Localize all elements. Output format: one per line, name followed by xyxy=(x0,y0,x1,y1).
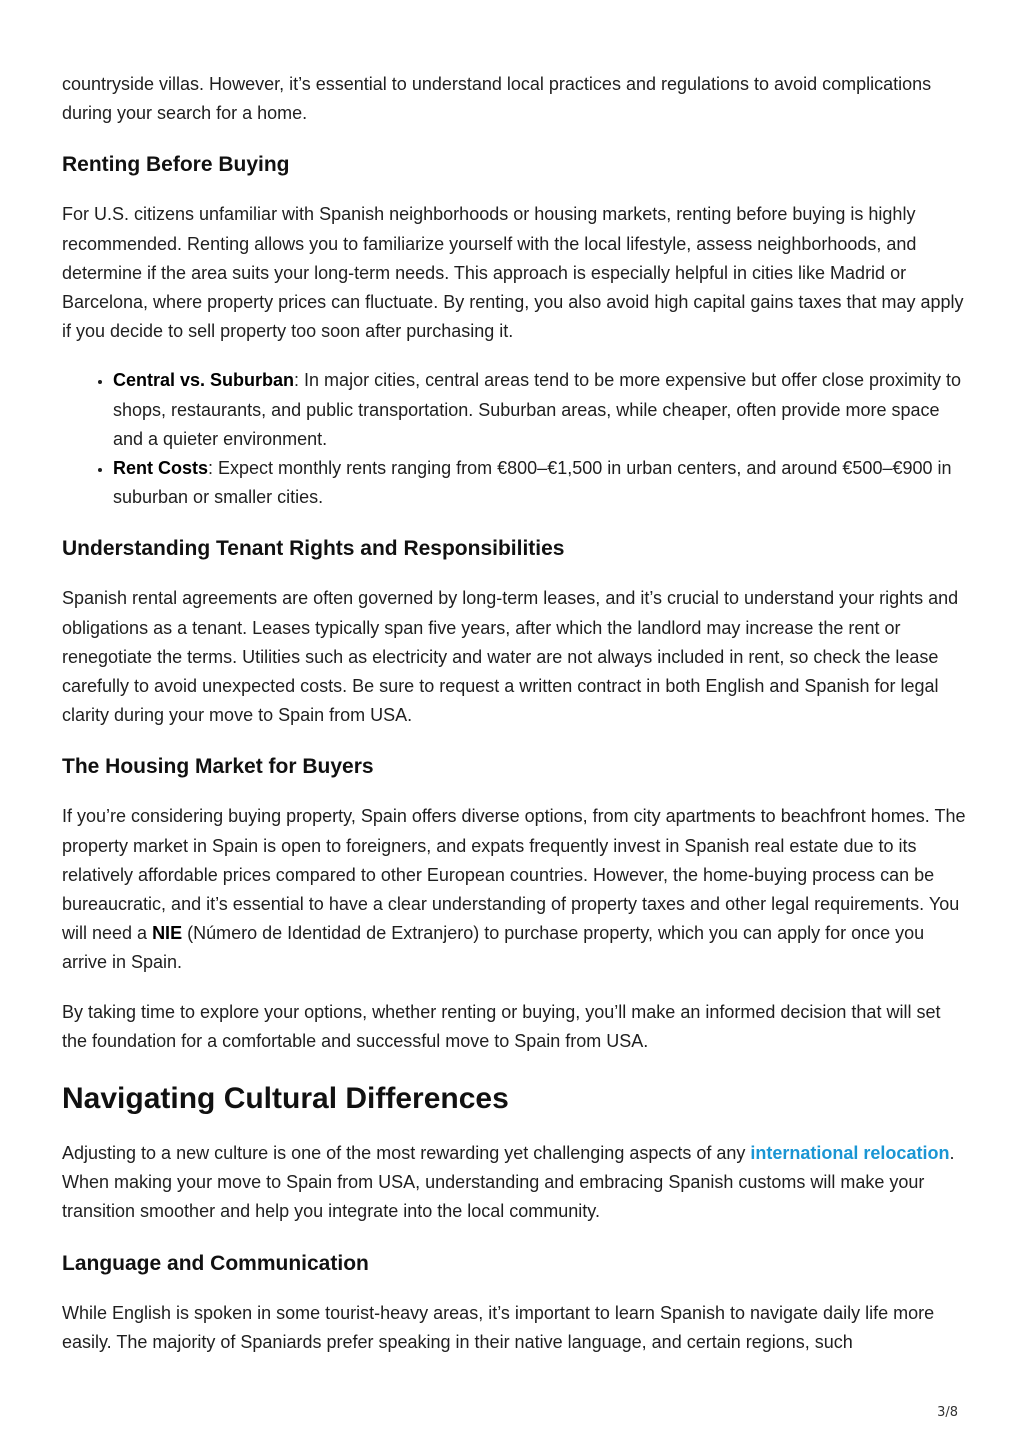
buyers-text-before: If you’re considering buying property, Spain offers diverse options, from city apartments to beachfront homes. The property market in Spain is open to foreigners, and expats frequently invest in Spanish real estate due to its relatively affordable prices compared to other European countries. However, the home-buying process can be bureaucratic, and it’s essential to have a clear understanding of property taxes and other legal requirements. You will need a xyxy=(62,806,966,944)
intro-tail-paragraph: countryside villas. However, it’s essential to understand local practices and regulations to avoid complications during your search for a home. xyxy=(62,74,932,124)
page-number: 3/8 xyxy=(937,1405,958,1420)
cultural-paragraph xyxy=(62,1139,967,1227)
buyers-paragraph xyxy=(62,802,967,977)
international-relocation-link[interactable]: international relocation xyxy=(750,1143,950,1164)
tenant-paragraph: Spanish rental agreements are often governed by long-term leases, and it’s crucial to understand your rights and obligations as a tenant. Leases typically span five years, after which the landlord may increase the rent or renegotiate the terms. Utilities such as electricity and water are not always included in rent, so check the lease carefully to avoid unexpected costs. Be sure to request a written contract in both English and Spanish for legal clarity during your move to Spain from USA. xyxy=(62,588,959,726)
bullet-text: : In major cities, central areas tend to be more expensive but offer close proximity to shops, restaurants, and public transportation. Suburban areas, while cheaper, often provide more space and a quieter environment. xyxy=(113,370,962,449)
bullet-term: Central vs. Suburban xyxy=(113,370,295,391)
tenant-heading: Understanding Tenant Rights and Responsibilities xyxy=(62,537,565,561)
bullet-text: : Expect monthly rents ranging from €800–€1,500 in urban centers, and around €500–€900 in suburban or smaller cities. xyxy=(113,458,952,508)
buyers-closing-paragraph: By taking time to explore your options, whether renting or buying, you’ll make an informed decision that will set the foundation for a comfortable and successful move to Spain from USA. xyxy=(62,1001,941,1051)
cultural-text-before: Adjusting to a new culture is one of the most rewarding yet challenging aspects of any xyxy=(62,1143,751,1164)
cultural-text-after: . When making your move to Spain from USA, understanding and embracing Spanish customs will make your transition smoother and help you integrate into the local community. xyxy=(62,1143,955,1222)
bullet-term: Rent Costs xyxy=(113,458,209,479)
renting-bullet-list xyxy=(62,366,967,512)
renting-paragraph: For U.S. citizens unfamiliar with Spanish neighborhoods or housing markets, renting before buying is highly recommended. Renting allows you to familiarize yourself with the local lifestyle, assess neighborhoods, and determine if the area suits your long-term needs. This approach is especially helpful in cities like Madrid or Barcelona, where property prices can fluctuate. By renting, you also avoid high capital gains taxes that may apply if you decide to sell property too soon after purchasing it. xyxy=(62,204,964,342)
language-heading: Language and Communication xyxy=(62,1251,369,1275)
cultural-heading: Navigating Cultural Differences xyxy=(62,1082,509,1116)
buyers-text-after: (Número de Identidad de Extranjero) to purchase property, which you can apply for once you arrive in Spain. xyxy=(62,923,925,973)
buyers-heading: The Housing Market for Buyers xyxy=(62,755,374,779)
nie-term: NIE xyxy=(152,923,183,944)
document-page xyxy=(62,70,967,1357)
list-item xyxy=(113,454,967,512)
list-item xyxy=(113,366,967,454)
renting-heading: Renting Before Buying xyxy=(62,153,290,177)
language-paragraph: While English is spoken in some tourist-heavy areas, it’s important to learn Spanish to navigate daily life more easily. The majority of Spaniards prefer speaking in their native language, and certain regions, such xyxy=(62,1302,935,1352)
